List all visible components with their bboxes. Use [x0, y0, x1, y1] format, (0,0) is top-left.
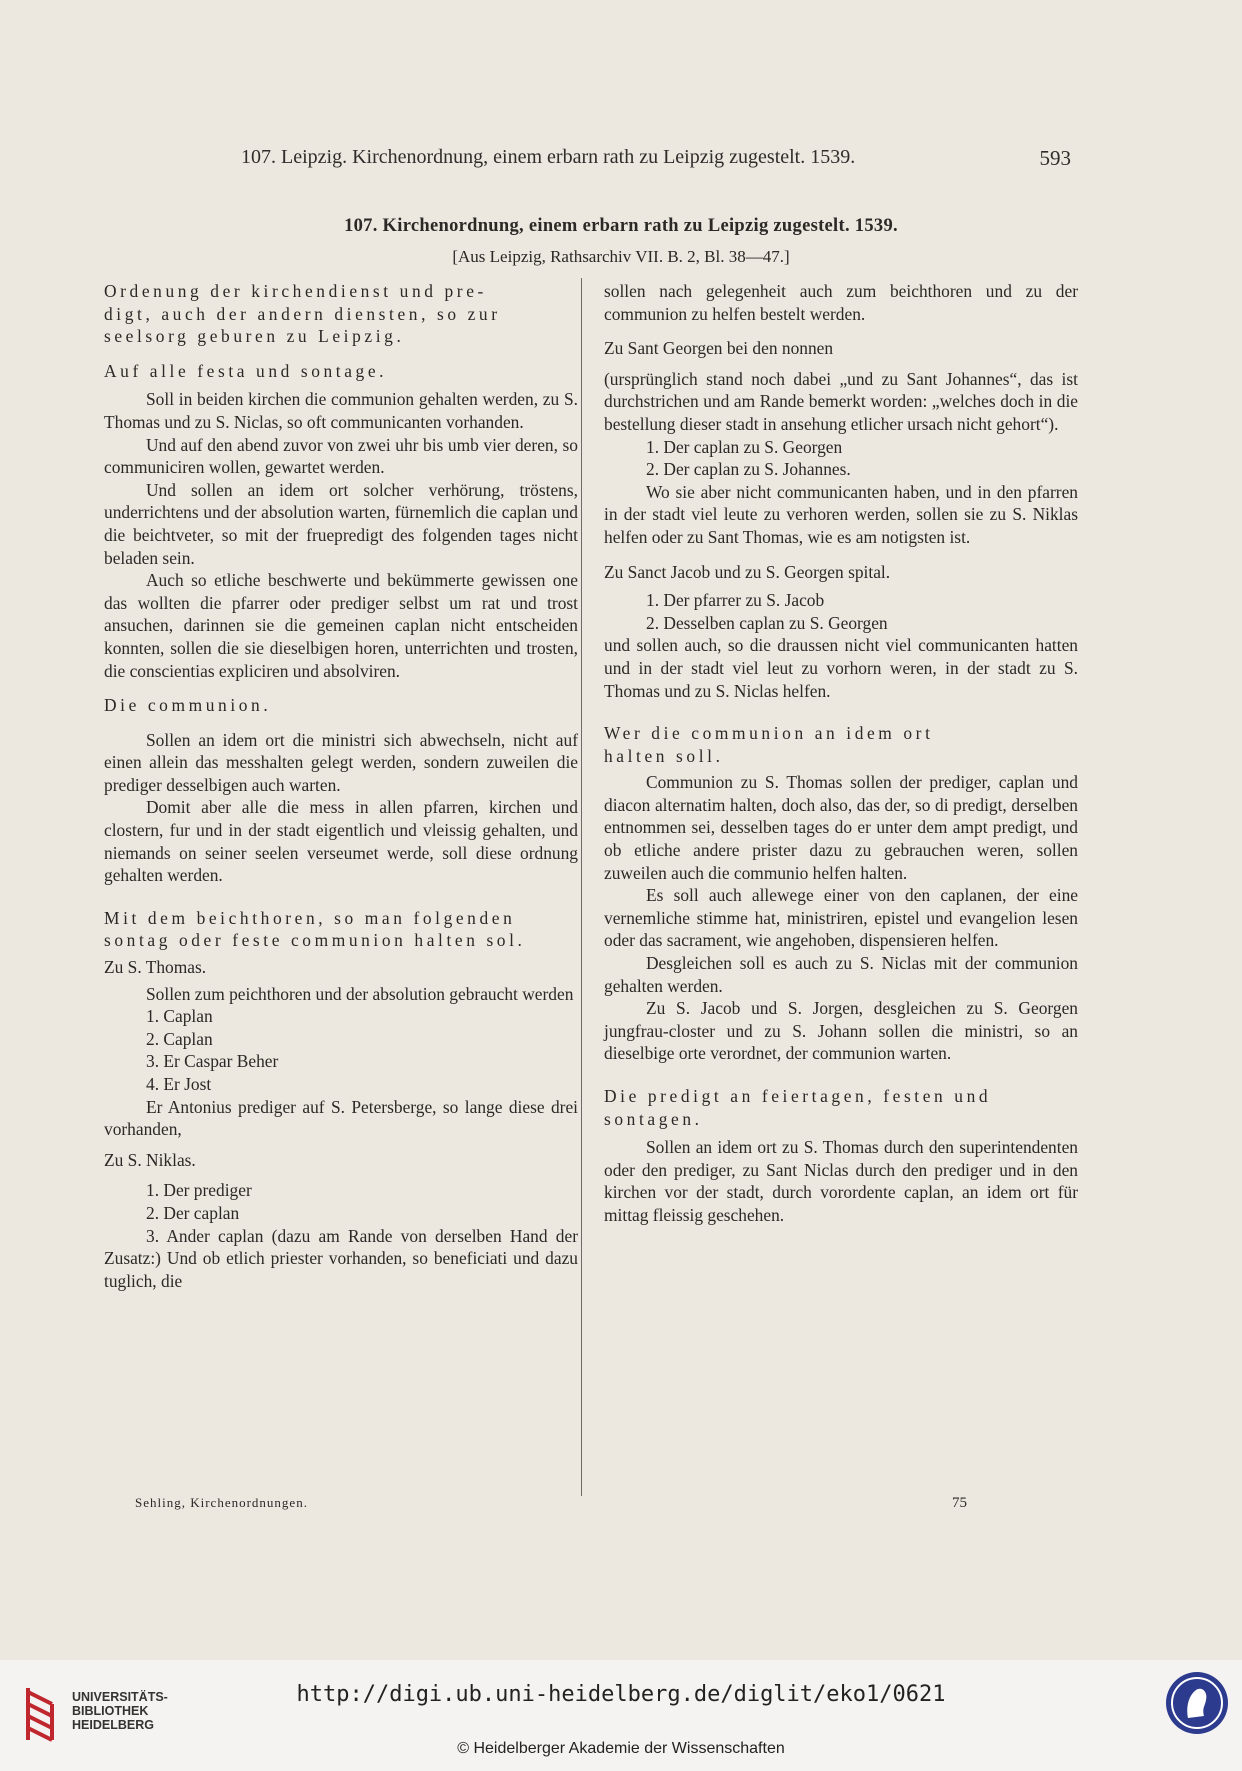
section-heading: halten soll. [604, 745, 724, 766]
section-heading: sontagen. [604, 1108, 703, 1129]
footer-sheet-number: 75 [952, 1495, 967, 1511]
list-item: 1. Der pfarrer zu S. Jacob [646, 590, 825, 611]
paragraph: (ursprünglich stand noch dabei „und zu Sant Johannes“, das ist durchstrichen und am Rande bemerkt worden: „welches doch in die bestellung dieser stadt in ansehung etlicher ursach nicht gehort“). [604, 368, 1078, 434]
section-heading: sontag oder feste communion halten sol. [104, 930, 526, 951]
section-heading: Die predigt an feiertagen, festen und [604, 1086, 992, 1106]
subheading: Zu S. Thomas. [104, 957, 207, 978]
paragraph: Communion zu S. Thomas sollen der prediger, caplan und diacon alternatim halten, doch also, das der, so di predigt, derselben entnommen sei, desselben tages do er unter dem ampt predigt, und ob etliche andere prister dazu zu gebrauchen weren, sollen zuweilen auch die communio helfen halten. [604, 772, 1078, 883]
section-heading: Mit dem beichthoren, so man folgenden [104, 907, 516, 928]
subheading: Zu Sanct Jacob und zu S. Georgen spital. [604, 561, 891, 582]
paragraph: Sollen zum peichthoren und der absolution gebraucht werden [146, 983, 574, 1004]
paragraph: Domit aber alle die mess in allen pfarren, kirchen und clostern, fur und in der stadt eigentlich und vleissig gehalten, und niemands on seiner seelen verseumet werde, soll diese ordnung gehalten werden. [104, 797, 578, 886]
paragraph: sollen nach gelegenheit auch zum beichthoren und zu der communion zu helfen bestelt werden. [604, 281, 1078, 324]
copyright-notice: © Heidelberger Akademie der Wissenschaften [457, 1740, 785, 1757]
paragraph: Desgleichen soll es auch zu S. Niclas mit der communion gehalten werden. [604, 953, 1078, 996]
paragraph: Und auf den abend zuvor von zwei uhr bis umb vier deren, so communiciren wollen, gewartet werden. [104, 434, 578, 478]
paragraph: und sollen auch, so die draussen nicht viel communicanten hatten und in der stadt viel leut zu vorhorn weren, in der stadt zu S. Thomas und zu S. Niclas helfen. [604, 635, 1078, 701]
paragraph: Es soll auch allewege einer von den caplanen, der eine vernemliche stimme hat, ministriren, epistel und evangelion lesen oder das sacrament, wie angehoben, dispensieren helfen. [604, 885, 1078, 951]
viewer-footer-bar [0, 1660, 1242, 1771]
permalink-url[interactable]: http://digi.ub.uni-heidelberg.de/diglit/eko1/0621 [296, 1682, 946, 1707]
paragraph: Soll in beiden kirchen die communion gehalten werden, zu S. Thomas und zu S. Niclas, so oft communicanten vorhanden. [104, 389, 578, 432]
paragraph: Und sollen an idem ort solcher verhörung, tröstens, underrichtens und der absolution warten, fürnemlich die caplan und die beichtveter, so mit der fruepredigt des folgenden tages nicht beladen sein. [104, 479, 578, 568]
list-item: 2. Der caplan [146, 1202, 240, 1223]
footer-signature: Sehling, Kirchenordnungen. [135, 1495, 308, 1510]
section-heading: Wer die communion an idem ort [604, 723, 934, 744]
section-heading: Auf alle festa und sontage. [104, 360, 388, 381]
subheading: Zu S. Niklas. [104, 1149, 196, 1170]
page-number: 593 [1039, 146, 1071, 170]
list-item: 2. Caplan [146, 1028, 213, 1049]
paragraph: Sollen an idem ort die ministri sich abwechseln, nicht auf einen allein das messhalten gelegt werden, sondern zuweilen die prediger desselbigen auch warten. [104, 729, 578, 795]
list-item: 1. Der caplan zu S. Georgen [646, 436, 843, 457]
list-item: 2. Desselben caplan zu S. Georgen [646, 612, 888, 633]
list-item: 3. Er Caspar Beher [146, 1051, 279, 1072]
paragraph: Zu S. Jacob und S. Jorgen, desgleichen zu S. Georgen jungfrau-closter und zu S. Johann sollen die ministri, so an dieselbige orte verordnet, der communion warten. [604, 998, 1078, 1064]
list-item: 1. Der prediger [146, 1180, 252, 1201]
library-name-line: BIBLIOTHEK [72, 1704, 149, 1718]
source-reference: [Aus Leipzig, Rathsarchiv VII. B. 2, Bl. 38—47.] [452, 247, 790, 266]
section-heading: digt, auch der andern diensten, so zur [104, 303, 501, 324]
library-name-line: UNIVERSITÄTS- [72, 1690, 168, 1704]
academy-seal-icon [1164, 1670, 1230, 1736]
section-heading: seelsorg geburen zu Leipzig. [104, 326, 405, 347]
list-item: 4. Er Jost [146, 1074, 212, 1094]
subheading: Zu Sant Georgen bei den nonnen [604, 338, 834, 359]
left-column [104, 280, 578, 1292]
paragraph: Sollen an idem ort zu S. Thomas durch den superintendenten oder den prediger, zu Sant Niclas durch den prediger und in den kirchen vor der stadt, durch vorordente caplan, an idem ort für mittag fleissig geschehen. [604, 1137, 1078, 1225]
running-title: 107. Leipzig. Kirchenordnung, einem erbarn rath zu Leipzig zugestelt. 1539. [241, 146, 856, 168]
paragraph: Er Antonius prediger auf S. Petersberge, so lange diese drei vorhanden, [104, 1096, 578, 1140]
list-item: 1. Caplan [146, 1006, 213, 1027]
library-name-line: HEIDELBERG [72, 1718, 154, 1732]
column-divider [581, 278, 582, 1496]
document-title: 107. Kirchenordnung, einem erbarn rath zu Leipzig zugestelt. 1539. [344, 216, 898, 236]
right-column [604, 280, 1078, 1227]
paragraph: Wo sie aber nicht communicanten haben, und in den pfarren in der stadt viel leute zu verhoren werden, sollen sie zu S. Niklas helfen oder zu Sant Thomas, wie es am notigsten ist. [604, 481, 1078, 547]
paragraph: 3. Ander caplan (dazu am Rande von derselben Hand der Zusatz:) Und ob etlich priester vorhanden, so beneficiati und dazu tuglich, die [104, 1225, 578, 1291]
section-heading: Die communion. [104, 695, 272, 716]
paragraph: Auch so etliche beschwerte und bekümmerte gewissen one das wollten die pfarrer oder prediger selbst um rat und trost ansuchen, darinnen sie die gemeinen caplan nicht entscheiden konnten, sollen die sie dieselbigen horen, unterrichten und trosten, die conscientias expliciren und absolviren. [104, 570, 578, 681]
list-item: 2. Der caplan zu S. Johannes. [646, 459, 851, 480]
section-heading: Ordenung der kirchendienst und pre- [104, 281, 487, 301]
